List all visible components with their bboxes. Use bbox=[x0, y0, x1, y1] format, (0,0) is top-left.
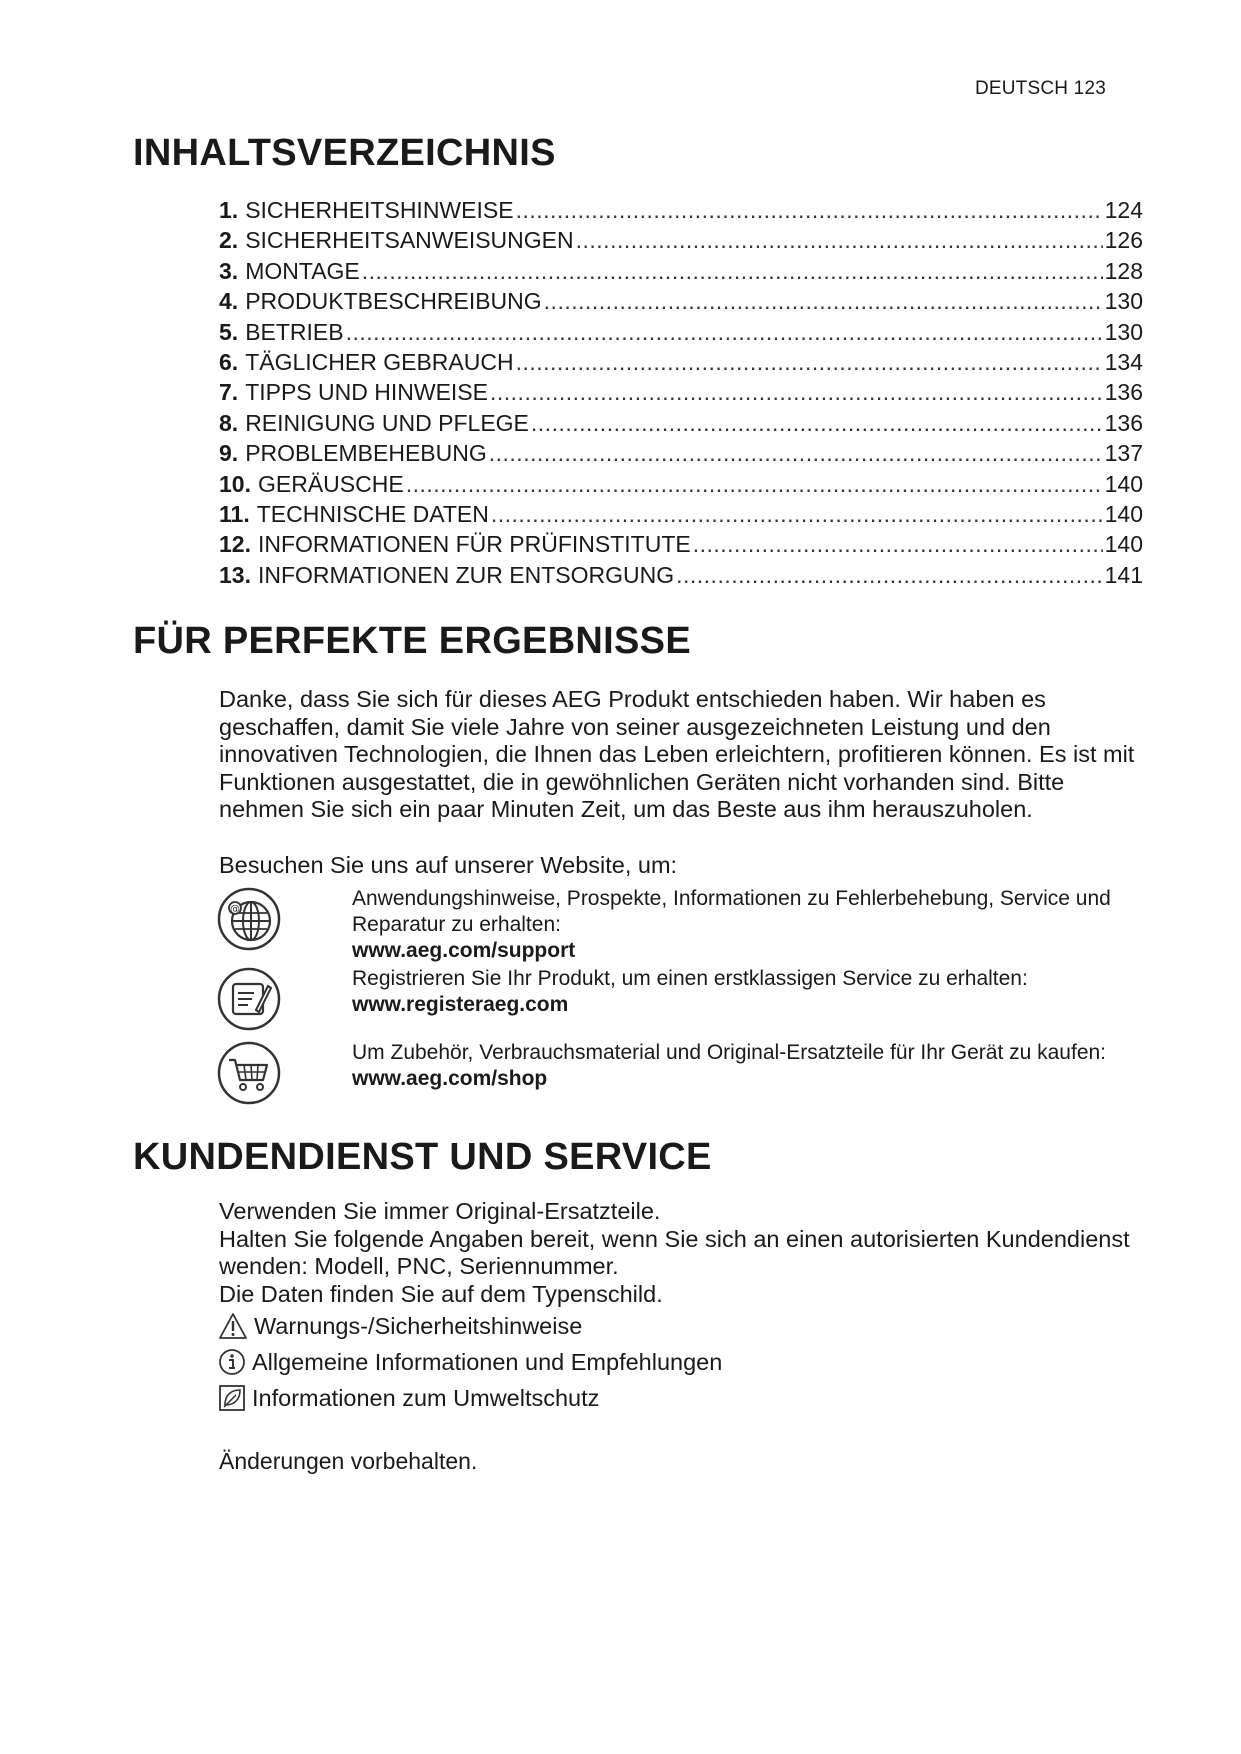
toc-item-page: 140 bbox=[1104, 470, 1143, 497]
toc-item-number: 4. bbox=[219, 288, 239, 315]
toc-item-page: 137 bbox=[1104, 440, 1143, 467]
register-link[interactable]: www.registeraeg.com bbox=[352, 993, 569, 1016]
service-description: Anwendungshinweise, Prospekte, Informationen zu Fehlerbehebung, Service und Reparatur zu erhalten: bbox=[352, 887, 1111, 936]
toc-item-page: 128 bbox=[1104, 257, 1143, 284]
toc-item[interactable] bbox=[219, 562, 1143, 592]
toc-item-page: 136 bbox=[1104, 409, 1143, 436]
toc-item-number: 1. bbox=[219, 197, 239, 223]
support-link[interactable]: www.aeg.com/support bbox=[352, 939, 576, 962]
toc-item-number: 9. bbox=[219, 440, 239, 467]
service-text bbox=[352, 966, 1142, 1018]
toc-item-number: 5. bbox=[219, 318, 239, 345]
globe-icon bbox=[216, 886, 282, 952]
toc-item-title: TÄGLICHER GEBRAUCH bbox=[245, 348, 514, 375]
section-title-perfect-results: FÜR PERFEKTE ERGEBNISSE bbox=[133, 620, 691, 662]
toc-item[interactable] bbox=[219, 379, 1143, 409]
toc-item-number: 2. bbox=[219, 227, 239, 254]
toc-item-number: 12. bbox=[219, 531, 251, 558]
service-description: Registrieren Sie Ihr Produkt, um einen erstklassigen Service zu erhalten: bbox=[352, 967, 1028, 990]
toc-dot-leader bbox=[491, 501, 1103, 528]
service-text bbox=[352, 886, 1142, 964]
toc-dot-leader bbox=[346, 319, 1103, 346]
table-of-contents bbox=[219, 197, 1143, 592]
toc-item-title: GERÄUSCHE bbox=[257, 470, 404, 497]
service-paragraph: Verwenden Sie immer Original-Ersatzteile. Halten Sie folgende Angaben bereit, wenn Sie sich an einen autorisierten Kundendienst wenden: Modell, PNC, Seriennummer. Die Daten finden Sie auf dem Typenschild. bbox=[219, 1198, 1130, 1307]
toc-item-page: 141 bbox=[1104, 561, 1143, 588]
toc-item-title: SICHERHEITSANWEISUNGEN bbox=[245, 227, 574, 254]
toc-item-title: PRODUKTBESCHREIBUNG bbox=[245, 288, 542, 315]
toc-item-number: 8. bbox=[219, 409, 239, 436]
service-text bbox=[352, 1040, 1142, 1092]
legend-label: Allgemeine Informationen und Empfehlungen bbox=[252, 1348, 723, 1375]
toc-item[interactable] bbox=[219, 410, 1143, 440]
toc-item[interactable] bbox=[219, 288, 1143, 318]
toc-item-title: REINIGUNG UND PFLEGE bbox=[245, 409, 529, 436]
toc-item-page: 130 bbox=[1104, 318, 1143, 345]
shopping-cart-icon bbox=[216, 1040, 282, 1106]
legend-item-warning bbox=[218, 1312, 582, 1340]
toc-item-number: 3. bbox=[219, 257, 239, 284]
toc-item-number: 10. bbox=[219, 470, 251, 497]
toc-item-title: INFORMATIONEN ZUR ENTSORGUNG bbox=[257, 561, 675, 588]
toc-dot-leader bbox=[544, 288, 1103, 315]
warning-triangle-icon bbox=[218, 1312, 248, 1340]
toc-dot-leader bbox=[576, 227, 1103, 254]
toc-item[interactable] bbox=[219, 258, 1143, 288]
toc-dot-leader bbox=[676, 562, 1103, 589]
toc-item-page: 140 bbox=[1104, 500, 1143, 527]
shop-link[interactable]: www.aeg.com/shop bbox=[352, 1067, 548, 1090]
toc-title: INHALTSVERZEICHNIS bbox=[133, 132, 556, 174]
toc-dot-leader bbox=[489, 440, 1103, 467]
toc-item-page: 134 bbox=[1104, 348, 1143, 375]
intro-paragraph: Danke, dass Sie sich für dieses AEG Produkt entschieden haben. Wir haben es geschaffen, damit Sie viele Jahre von seiner ausgezeichneten Leistung und den innovativen Technologien, die Ihnen das Leben erleichtern, profitieren können. Es ist mit Funktionen ausgestattet, die in gewöhnlichen Geräten nicht vorhanden sind. Bitte nehmen Sie sich ein paar Minuten Zeit, um das Beste aus ihm herauszuholen. bbox=[219, 686, 1135, 823]
toc-item-page: 136 bbox=[1104, 379, 1143, 406]
toc-item-title: TECHNISCHE DATEN bbox=[256, 500, 489, 527]
toc-item-page: 124 bbox=[1104, 197, 1143, 223]
svg-text:@: @ bbox=[230, 904, 240, 915]
toc-dot-leader bbox=[531, 410, 1103, 437]
page-header: DEUTSCH 123 bbox=[974, 78, 1106, 99]
legend-item-info bbox=[218, 1348, 722, 1376]
toc-item[interactable] bbox=[219, 471, 1143, 501]
toc-dot-leader bbox=[516, 197, 1103, 224]
toc-dot-leader bbox=[516, 349, 1103, 376]
toc-item-title: BETRIEB bbox=[245, 318, 344, 345]
toc-item-page: 130 bbox=[1104, 288, 1143, 315]
toc-item[interactable] bbox=[219, 440, 1143, 470]
legend-label: Informationen zum Umweltschutz bbox=[252, 1384, 600, 1411]
toc-item-title: INFORMATIONEN FÜR PRÜFINSTITUTE bbox=[257, 531, 691, 558]
toc-item[interactable] bbox=[219, 531, 1143, 561]
toc-item[interactable] bbox=[219, 197, 1143, 227]
toc-item-page: 140 bbox=[1104, 531, 1143, 558]
toc-item-number: 13. bbox=[219, 561, 251, 588]
toc-item-title: MONTAGE bbox=[245, 257, 360, 284]
toc-item-title: TIPPS UND HINWEISE bbox=[245, 379, 488, 406]
visit-website-text: Besuchen Sie uns auf unserer Website, um: bbox=[219, 852, 678, 878]
registration-form-icon bbox=[216, 966, 282, 1032]
changes-reserved-note: Änderungen vorbehalten. bbox=[219, 1448, 478, 1474]
toc-item[interactable] bbox=[219, 227, 1143, 257]
toc-dot-leader bbox=[406, 471, 1103, 498]
environment-leaf-icon bbox=[218, 1384, 246, 1412]
legend-label: Warnungs-/Sicherheitshinweise bbox=[254, 1312, 583, 1339]
toc-item[interactable] bbox=[219, 349, 1143, 379]
toc-item-number: 7. bbox=[219, 379, 239, 406]
toc-item-number: 6. bbox=[219, 348, 239, 375]
service-description: Um Zubehör, Verbrauchsmaterial und Original-Ersatzteile für Ihr Gerät zu kaufen: bbox=[352, 1041, 1107, 1064]
info-icon bbox=[218, 1348, 246, 1376]
toc-item[interactable] bbox=[219, 501, 1143, 531]
toc-dot-leader bbox=[693, 531, 1103, 558]
toc-dot-leader bbox=[362, 258, 1103, 285]
toc-item-number: 11. bbox=[219, 500, 250, 527]
toc-item-title: SICHERHEITSHINWEISE bbox=[245, 197, 514, 223]
legend-item-environment bbox=[218, 1384, 599, 1412]
section-title-service: KUNDENDIENST UND SERVICE bbox=[133, 1136, 712, 1178]
toc-item-page: 126 bbox=[1104, 227, 1143, 254]
toc-dot-leader bbox=[490, 379, 1103, 406]
toc-item-title: PROBLEMBEHEBUNG bbox=[245, 440, 487, 467]
toc-item[interactable] bbox=[219, 319, 1143, 349]
